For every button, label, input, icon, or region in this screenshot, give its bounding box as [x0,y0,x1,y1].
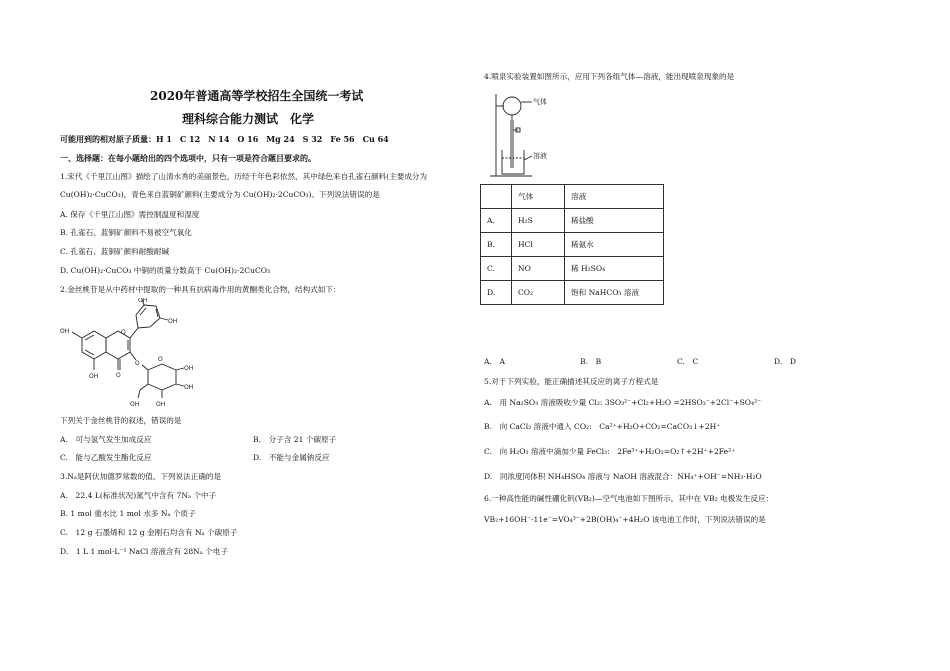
q4-table-row [481,233,664,257]
apparatus-label-liquid: 溶液 [533,152,547,160]
q4-table-cell: 稀氨水 [565,233,664,257]
structure-label-oh-b: OH [89,373,99,380]
q4-table-cell: HCl [512,233,565,257]
q3-option-d: D. 1 L 1 mol·L⁻¹ NaCl 溶液含有 28Nₐ 个电子 [60,547,228,556]
q5-option-a: A. 用 Na₂SO₃ 溶液吸收少量 Cl₂: 3SO₃²⁻+Cl₂+H₂O =2HSO₃⁻+2Cl⁻+SO₄²⁻ [484,398,762,407]
fountain-apparatus-diagram [488,90,588,180]
q4-table-row [481,209,664,233]
structure-label-oh-d: OH [168,318,178,325]
structure-label-oh-c: OH [138,298,148,304]
q4-table-row [481,257,664,281]
structure-label-oh-h: OH [130,401,140,408]
q2-option-d: D. 不能与金属钠反应 [253,453,330,462]
q3-option-c: C. 12 g 石墨烯和 12 g 金刚石均含有 Nₐ 个碳原子 [60,528,238,537]
q4-choice-b: B. B [580,357,602,366]
q4-table-cell: 饱和 NaHCO₃ 溶液 [565,281,664,305]
apparatus-label-gas: 气体 [533,98,547,106]
structure-label-ring-o: O [121,329,126,336]
q4-table-cell: C. [481,257,512,281]
q5-option-c: C. 向 H₂O₂ 溶液中滴加少量 FeCl₃: 2Fe³⁺+H₂O₂=O₂↑+2H⁺+2Fe²⁺ [484,447,736,456]
structure-label-carbonyl-o: O [116,372,121,379]
q4-stem: 4.喷泉实验装置如图所示，应用下列各组气体—溶液，能出现喷泉现象的是 [484,72,735,81]
structure-label-ether-o: O [135,360,140,367]
q6-stem: 6.一种高性能的碱性硼化钒(VB₂)—空气电池如下图所示，其中在 VB₂ 电极发生反应： [484,494,774,503]
q4-table-cell: H₂S [512,209,565,233]
page-subtitle: 理科综合能力测试 化学 [182,112,315,126]
q2-option-b: B. 分子含 21 个碳原子 [253,435,337,444]
q2-option-c: C. 能与乙酸发生酯化反应 [60,453,152,462]
structure-label-oh-g: OH [156,401,166,408]
q4-table-cell: NO [512,257,565,281]
atomic-masses: 可能用到的相对原子质量：H 1 C 12 N 14 O 16 Mg 24 S 32 Fe 56 Cu 64 [60,134,389,144]
structure-label-oh-a: OH [60,328,70,335]
q1-stem-line2: Cu(OH)₂·CuCO₃)，青色来自蓝铜矿颜料(主要成分为 Cu(OH)₂·2CuCO₃)。下列说法错误的是 [60,190,380,199]
q4-table-cell: CO₂ [512,281,565,305]
q6-equation: VB₂+16OH⁻-11e⁻=VO₄³⁻+2B(OH)₄⁻+4H₂O 该电池工作时，下列说法错误的是 [484,515,766,524]
q5-option-b: B. 向 CaCl₂ 溶液中通入 CO₂: Ca²⁺+H₂O+CO₂=CaCO₃↓+2H⁺ [484,422,721,431]
q4-table-header-row [481,185,664,209]
hyperoside-structure-diagram [58,298,208,410]
section-heading: 一、选择题：在每小题给出的四个选项中，只有一项是符合题目要求的。 [60,153,316,163]
q4-table-cell: 稀盐酸 [565,209,664,233]
q5-option-d: D. 同浓度同体积 NH₄HSO₄ 溶液与 NaOH 溶液混合：NH₄⁺+OH⁻=NH₃·H₂O [484,472,762,481]
q4-table-row [481,281,664,305]
q4-table-cell: B. [481,233,512,257]
q1-option-c: C. 孔雀石、蓝铜矿颜料耐酸耐碱 [60,247,170,256]
q2-question: 下列关于金丝桃苷的叙述，错误的是 [60,416,182,425]
page-title: 2020年普通高等学校招生全国统一考试 [150,89,364,103]
q4-table-header-cell: 溶液 [565,185,664,209]
q4-table-cell: A. [481,209,512,233]
q4-choice-c: C. C [677,357,699,366]
structure-label-oh-f: OH [184,384,194,391]
q4-table-header-cell [481,185,512,209]
q4-table-cell: 稀 H₂SO₄ [565,257,664,281]
q4-table-header-cell: 气体 [512,185,565,209]
q5-stem: 5.对于下列实验，能正确描述其反应的离子方程式是 [484,377,659,386]
structure-label-sugar-o: O [158,356,163,363]
q1-stem-line1: 1.宋代《千里江山图》描绘了山清水秀的美丽景色，历经千年色彩依然，其中绿色来自孔雀石颜料(主要成分为 [60,172,428,181]
q4-choice-a: A. A [484,357,505,366]
q3-option-b: B. 1 mol 重水比 1 mol 水多 Nₐ 个质子 [60,509,196,518]
q1-option-a: A. 保存《千里江山图》需控制温度和湿度 [60,210,200,219]
q4-choice-d: D. D [774,357,796,366]
q2-option-a: A. 可与氢气发生加成反应 [60,435,152,444]
q3-option-a: A. 22.4 L(标准状况)氮气中含有 7Nₐ 个中子 [60,491,217,500]
q1-option-d: D. Cu(OH)₂·CuCO₃ 中铜的质量分数高于 Cu(OH)₂·2CuCO₃ [60,266,271,275]
q1-option-b: B. 孔雀石、蓝铜矿颜料不易被空气氧化 [60,228,192,237]
q4-table-cell: D. [481,281,512,305]
q4-options-table [480,184,664,305]
q3-stem: 3.Nₐ是阿伏加德罗常数的值。下列说法正确的是 [60,472,222,481]
q2-stem: 2.金丝桃苷是从中药材中提取的一种具有抗病毒作用的黄酮类化合物，结构式如下： [60,285,341,294]
structure-label-oh-e: OH [184,365,194,372]
